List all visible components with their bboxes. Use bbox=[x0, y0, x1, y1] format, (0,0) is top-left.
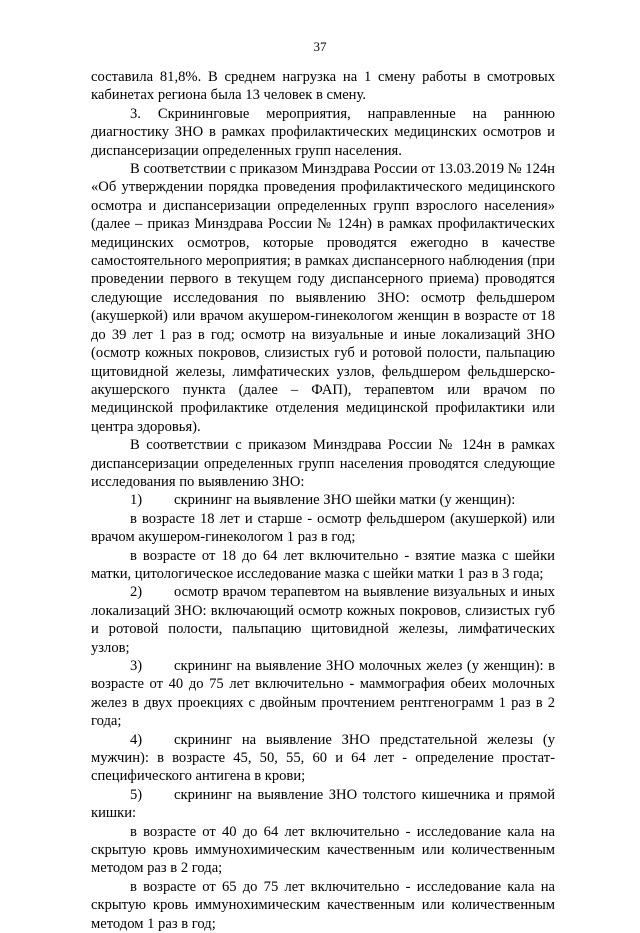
list-item-text: скрининг на выявление ЗНО молочных желез (у женщин): в возрасте от 40 до 75 лет включительно - маммография обеих молочных желез в двух проекциях с двойным прочтением рентгенограмм 1 раз в 2 года; bbox=[91, 658, 555, 730]
paragraph-order-124n: В соответствии с приказом Минздрава России от 13.03.2019 № 124н «Об утверждении порядка проведения профилактического медицинского осмотра и диспансеризации определенных групп взрослого населения» (далее – приказ Минздрава России № 124н) в рамках профилактических медицинских осмотров, которые проводятся ежегодно в качестве самостоятельного мероприятия; в рамках диспансерного наблюдения (при проведении первого в текущем году диспансерного приема) проводятся следующие исследования по выявлению ЗНО: осмотр фельдшером (акушеркой) или врачом акушером-гинекологом женщин в возрасте от 18 до 39 лет 1 раз в год; осмотр на визуальные и иные локализаций ЗНО (осмотр кожных покровов, слизистых губ и ротовой полости, пальпацию щитовидной железы, лимфатических узлов, фельдшером фельдшерско-акушерского пункта (далее – ФАП), терапевтом или врачом по медицинской профилактике отделения медицинской профилактики или центра здоровья). bbox=[91, 161, 555, 435]
page-number: 37 bbox=[313, 39, 327, 54]
list-item-colorectal-screening bbox=[91, 786, 555, 823]
list-item-text: осмотр врачом терапевтом на выявление визуальных и иных локализаций ЗНО: включающий осмотр кожных покровов, слизистых губ и ротовой полости, пальпацию щитовидной железы, лимфатических узлов; bbox=[91, 584, 555, 656]
list-item-number: 5) bbox=[130, 786, 143, 803]
list-item-prostate-screening bbox=[91, 731, 555, 786]
list-item-text: скрининг на выявление ЗНО предстательной железы (у мужчин): в возрасте 45, 50, 55, 60 и 64 лет - определение простат-специфического антигена в крови; bbox=[91, 731, 555, 785]
list-item-text: скрининг на выявление ЗНО толстого кишечника и прямой кишки: bbox=[91, 786, 555, 822]
list-item-therapist-exam bbox=[91, 583, 555, 657]
list-subitem-colorectal-40-64: в возрасте от 40 до 64 лет включительно - исследование кала на скрытую кровь иммунохимическим качественным или количественным методом раз в 2 года; bbox=[91, 823, 555, 877]
list-item-number: 3) bbox=[130, 658, 143, 674]
list-item-number: 2) bbox=[130, 584, 143, 601]
list-subitem-cervical-smear: в возрасте от 18 до 64 лет включительно - взятие мазка с шейки матки, цитологическое исследование мазка с шейки матки 1 раз в 3 года; bbox=[91, 547, 555, 582]
list-subitem-colorectal-65-75: в возрасте от 65 до 75 лет включительно - исследование кала на скрытую кровь иммунохимическим качественным или количественным методом 1 раз в год; bbox=[91, 878, 555, 932]
list-item-breast-screening bbox=[91, 657, 555, 731]
list-subitem-cervical-exam: в возрасте 18 лет и старше - осмотр фельдшером (акушеркой) или врачом акушером-гинекологом 1 раз в год; bbox=[91, 510, 555, 546]
list-item-number: 4) bbox=[130, 731, 143, 748]
list-item-cervical-screening bbox=[91, 491, 555, 509]
paragraph-statistics-ending: составила 81,8%. В среднем нагрузка на 1 смену работы в смотровых кабинетах региона была 13 человек в смену. bbox=[91, 69, 555, 104]
list-item-number: 1) bbox=[130, 492, 143, 509]
paragraph-dispensary-intro: В соответствии с приказом Минздрава России № 124н в рамках диспансеризации определенных групп населения проводятся следующие исследования по выявлению ЗНО: bbox=[91, 437, 555, 490]
section-heading-screening: 3. Скрининговые мероприятия, направленные на раннюю диагностику ЗНО в рамках профилактических медицинских осмотров и диспансеризации определенных групп населения. bbox=[91, 105, 555, 159]
page-body bbox=[91, 68, 555, 933]
list-item-text: скрининг на выявление ЗНО шейки матки (у женщин): bbox=[174, 492, 516, 509]
